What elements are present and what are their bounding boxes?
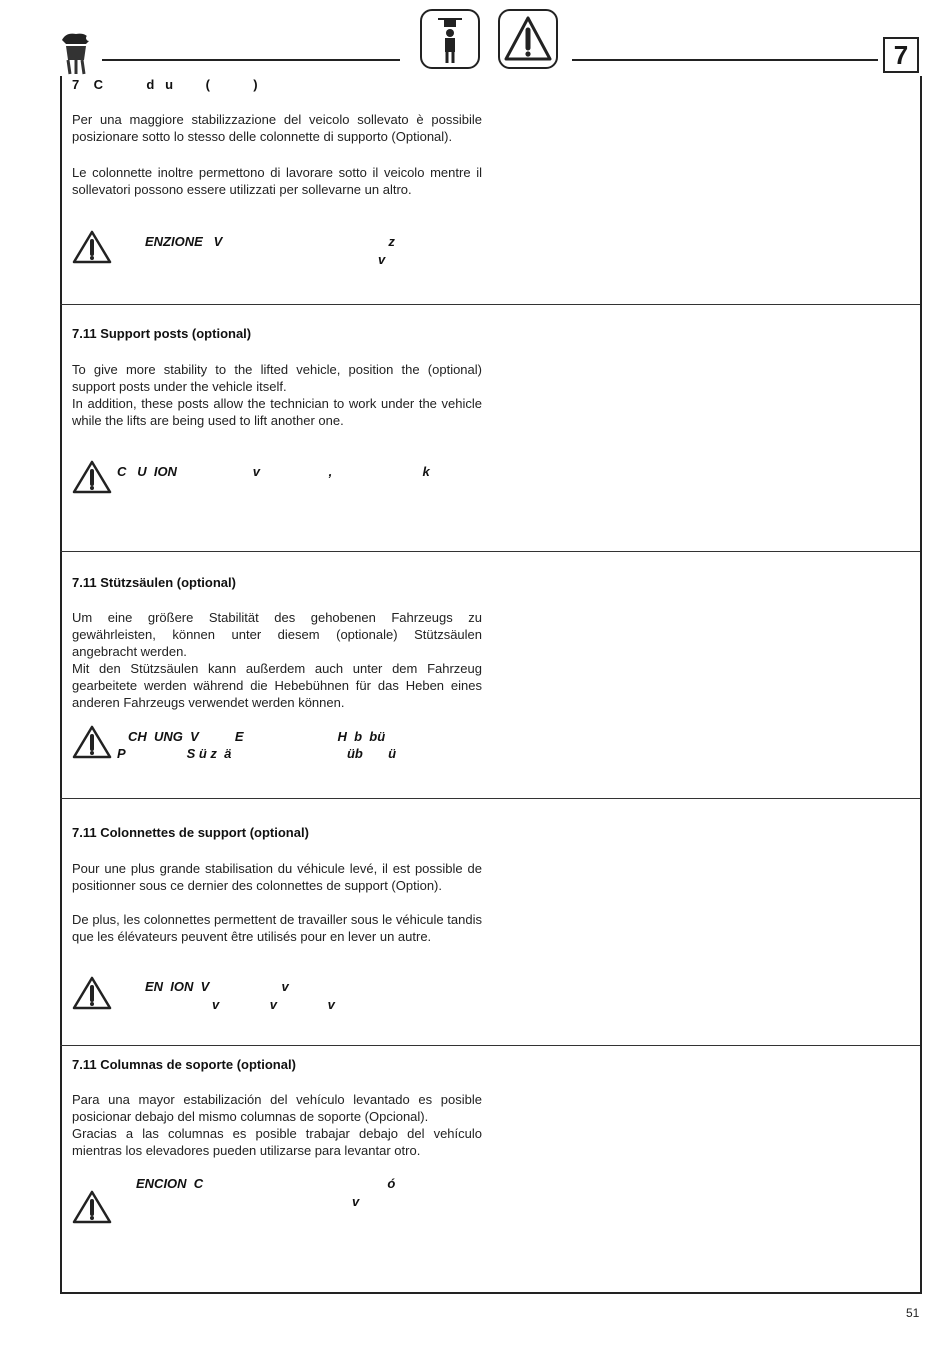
- warning-text: C U ION v , k: [117, 464, 430, 479]
- warning-triangle-icon: [72, 460, 112, 494]
- operator-lift-icon: [422, 11, 478, 67]
- warning-text: v v v: [212, 997, 335, 1012]
- paragraph: Um eine größere Stabilität des gehobenen Fahrzeugs zu gewährleisten, können unter diesem (optionale) Stützsäulen angebracht werden.: [72, 610, 482, 659]
- paragraph: To give more stability to the lifted vehicle, position the (optional) support posts under the vehicle itself.: [72, 362, 482, 394]
- paragraph: Le colonnette inoltre permettono di lavorare sotto il veicolo mentre il sollevatori possono essere utilizzati per sollevarne un altro.: [72, 165, 482, 197]
- warning-triangle-icon: [72, 725, 112, 759]
- brand-logo-icon: [56, 30, 96, 76]
- header-rule-left: [102, 59, 400, 61]
- paragraph: De plus, les colonnettes permettent de travailler sous le véhicule tandis que les élévateurs peuvent être utilisés pour en lever un autre.: [72, 912, 482, 944]
- warning-icon-box: [498, 9, 558, 69]
- warning-text: EN ION V v: [145, 979, 289, 994]
- warning-text: v: [352, 1194, 360, 1209]
- section-title: 7 C d u ( ): [72, 77, 258, 92]
- warning-triangle-icon: [500, 11, 556, 67]
- section-divider: [60, 551, 920, 552]
- warning-text: v: [378, 252, 386, 267]
- section-title: 7.11 Stützsäulen (optional): [72, 575, 236, 590]
- paragraph: Per una maggiore stabilizzazione del veicolo sollevato è possibile posizionare sotto lo stesso delle colonnette di supporto (Optional).: [72, 112, 482, 144]
- section-title: 7.11 Columnas de soporte (optional): [72, 1057, 296, 1072]
- page-number: 51: [906, 1306, 920, 1320]
- paragraph: In addition, these posts allow the technician to work under the vehicle while the lifts are being used to lift another one.: [72, 396, 482, 428]
- section-divider: [60, 304, 920, 305]
- chapter-number: 7: [883, 37, 919, 73]
- paragraph: Pour une plus grande stabilisation du véhicule levé, il est possible de positionner sous ce dernier des colonnettes de support (Option).: [72, 861, 482, 893]
- section-title: 7.11 Support posts (optional): [72, 326, 252, 341]
- warning-triangle-icon: [72, 1190, 112, 1224]
- section-divider: [60, 798, 920, 799]
- paragraph: Mit den Stützsäulen kann außerdem auch unter dem Fahrzeug gearbeitete werden während die Hebebühnen für das Heben eines anderen Fahrzeugs verwendet werden können.: [72, 661, 482, 710]
- warning-triangle-icon: [72, 230, 112, 264]
- section-divider: [60, 1045, 920, 1046]
- paragraph: Para una mayor estabilización del vehículo levantado es posible posicionar debajo del mismo columnas de soporte (Opcional).: [72, 1092, 482, 1124]
- warning-text: ENZIONE V z: [145, 234, 395, 249]
- warning-text: CH UNG V E H b bü: [128, 729, 386, 744]
- warning-triangle-icon: [72, 976, 112, 1010]
- warning-text: P S ü z ä üb ü: [117, 746, 397, 761]
- operator-icon-box: [420, 9, 480, 69]
- warning-text: ENCION C ó: [136, 1176, 396, 1191]
- paragraph: Gracias a las columnas es posible trabajar debajo del vehículo mientras los elevadores pueden utilizarse para levantar otro.: [72, 1126, 482, 1158]
- header-rule-right: [572, 59, 878, 61]
- section-title: 7.11 Colonnettes de support (optional): [72, 825, 309, 840]
